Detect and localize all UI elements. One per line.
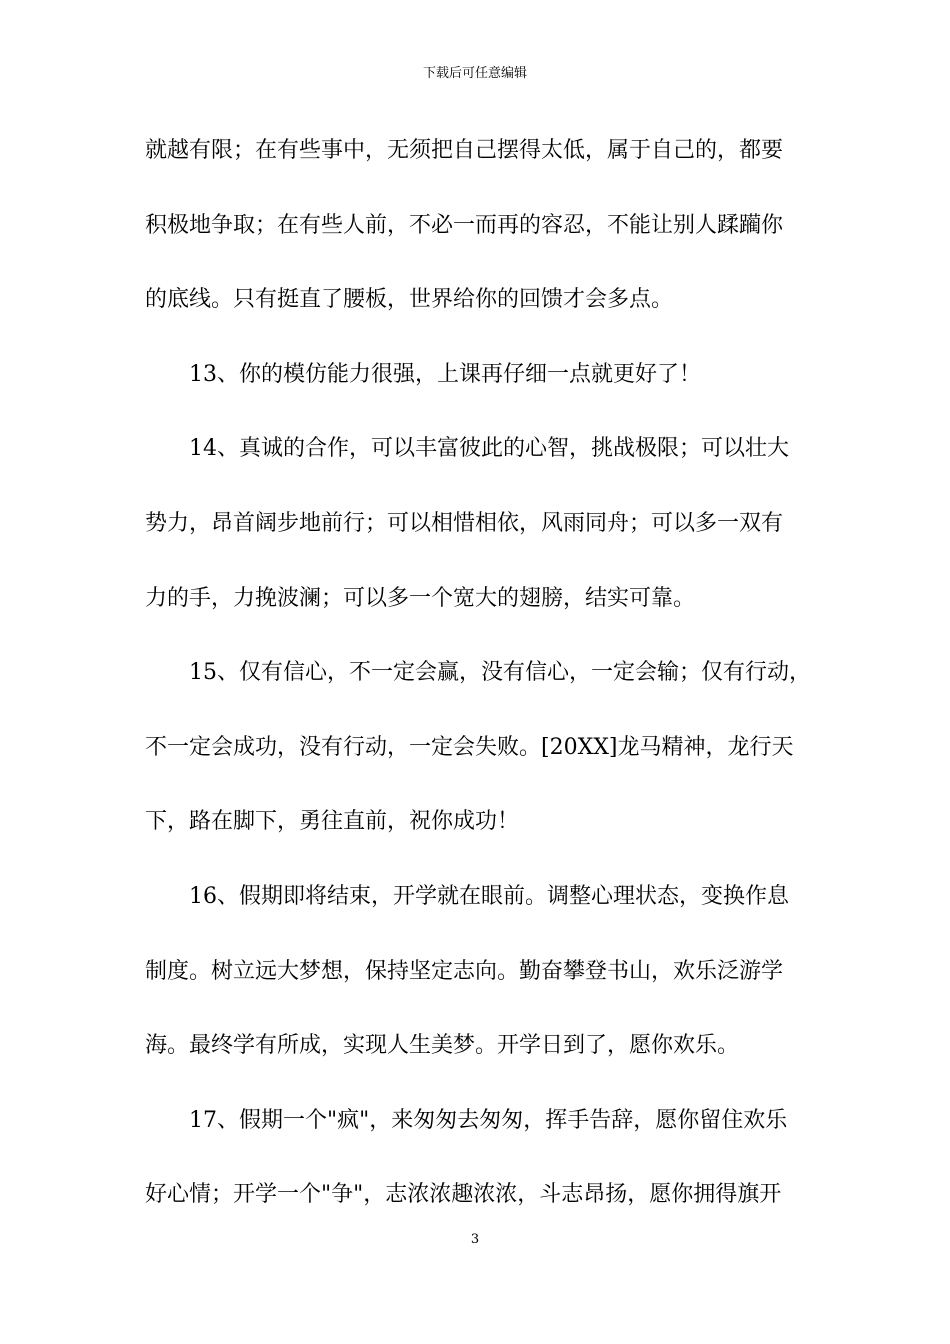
text-line: 势力，昂首阔步地前行；可以相惜相依，风雨同舟；可以多一双有	[145, 511, 784, 536]
text-line: 不一定会成功，没有行动，一定会失败。[20XX]龙马精神，龙行天	[145, 735, 794, 760]
paragraph-14: 14、真诚的合作，可以丰富彼此的心智，挑战极限；可以壮大	[189, 436, 789, 461]
text-line: 制度。树立远大梦想，保持坚定志向。勤奋攀登书山，欢乐泛游学	[145, 959, 784, 984]
page-header-note: 下载后可任意编辑	[422, 66, 527, 81]
paragraph-17: 17、假期一个"疯"，来匆匆去匆匆，挥手告辞，愿你留住欢乐	[189, 1108, 788, 1133]
page-number: 3	[470, 1232, 480, 1247]
text-line: 的底线。只有挺直了腰板，世界给你的回馈才会多点。	[145, 287, 674, 312]
paragraph-13: 13、你的模仿能力很强，上课再仔细一点就更好了！	[189, 362, 701, 387]
text-line: 积极地争取；在有些人前，不必一而再的容忍，不能让别人蹂躏你	[145, 213, 784, 238]
text-line: 下，路在脚下，勇往直前，祝你成功！	[145, 809, 520, 834]
text-line: 好心情；开学一个"争"，志浓浓趣浓浓，斗志昂扬，愿你拥得旗开	[145, 1182, 782, 1207]
paragraph-16: 16、假期即将结束，开学就在眼前。调整心理状态，变换作息	[189, 884, 789, 909]
text-line: 海。最终学有所成，实现人生美梦。开学日到了，愿你欢乐。	[145, 1033, 740, 1058]
text-line: 就越有限；在有些事中，无须把自己摆得太低，属于自己的，都要	[145, 138, 784, 163]
paragraph-15: 15、仅有信心，不一定会赢，没有信心，一定会输；仅有行动，	[189, 660, 811, 685]
text-line: 力的手，力挽波澜；可以多一个宽大的翅膀，结实可靠。	[145, 586, 696, 611]
